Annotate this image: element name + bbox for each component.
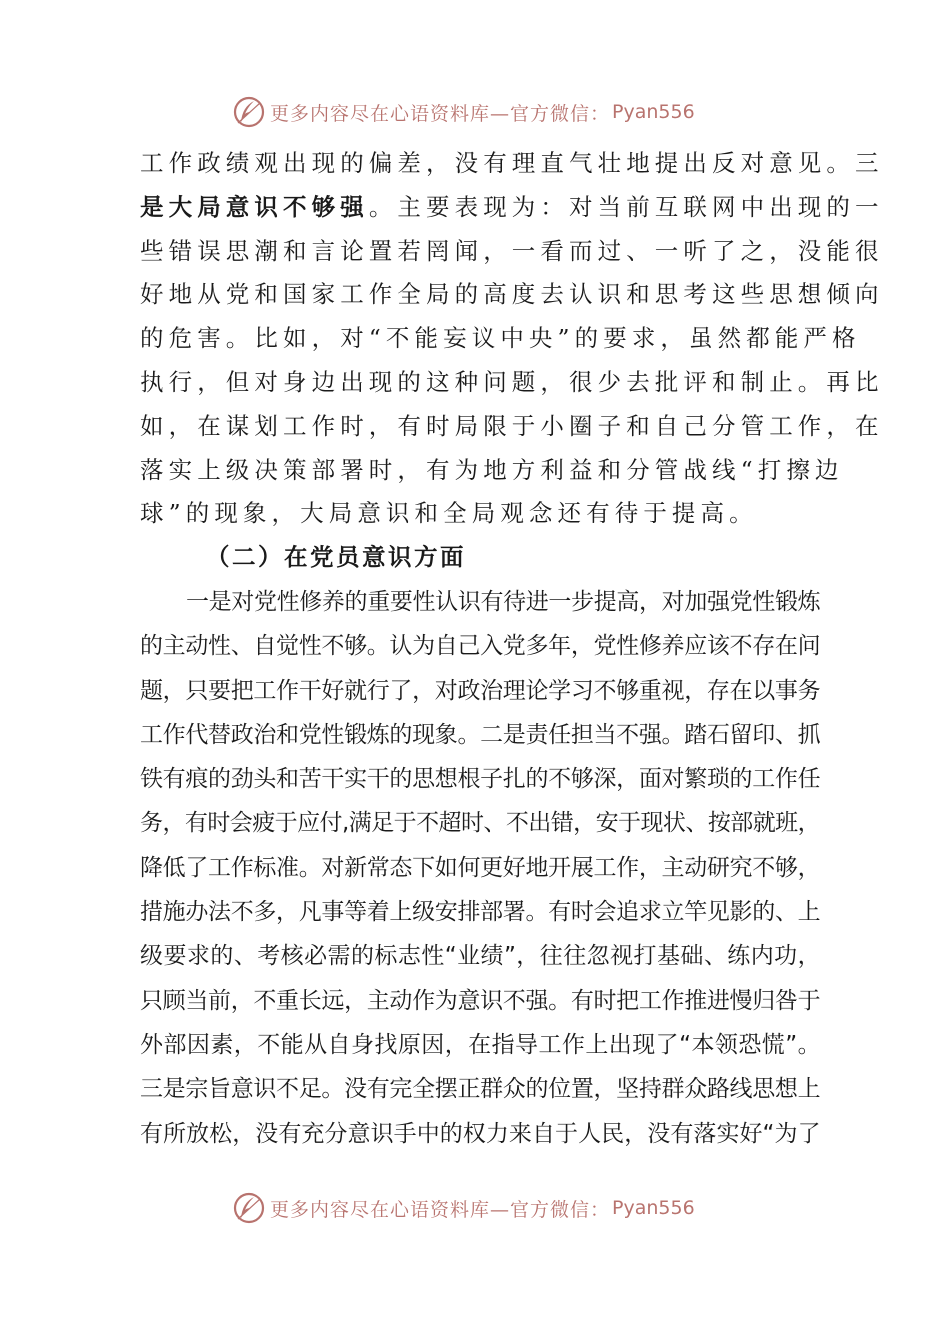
bold-key-phrase: 是大局意识不够强 xyxy=(140,192,369,221)
section-heading: （二）在党员意识方面 xyxy=(206,543,466,572)
wechat-id: Pyan556 xyxy=(612,101,695,123)
paragraph-line: 一是对党性修养的重要性认识有待进一步提高，对加强党性锻炼 xyxy=(186,588,820,615)
paragraph-line: 的主动性、自觉性不够。认为自己入党多年，党性修养应该不存在问 xyxy=(140,633,820,660)
paragraph-line: 降低了工作标准。对新常态下如何更好地开展工作，主动研究不够， xyxy=(140,854,820,881)
wechat-id: Pyan556 xyxy=(612,1197,695,1219)
paragraph-line: 些错误思潮和言论置若罔闻，一看而过、一听了之，没能很 xyxy=(140,236,884,265)
footer-watermark-banner xyxy=(232,1190,695,1226)
paragraph-line: 执行，但对身边出现的这种问题，很少去批评和制止。再比 xyxy=(140,367,884,396)
quill-pen-logo-icon xyxy=(232,95,266,129)
paragraph-line: 工作代替政治和党性锻炼的现象。二是责任担当不强。踏石留印、抓 xyxy=(140,721,820,748)
paragraph-line: 球”的现象，大局意识和全局观念还有待于提高。 xyxy=(140,499,758,528)
paragraph-line xyxy=(140,186,884,230)
paragraph-line: 级要求的、考核必需的标志性“业绩”，往往忽视打基础、练内功， xyxy=(140,943,820,970)
banner-text: 更多内容尽在心语资料库—官方微信： xyxy=(270,1198,611,1221)
paragraph-line: 只顾当前，不重长远，主动作为意识不强。有时把工作推进慢归咎于 xyxy=(140,987,820,1014)
paragraph-line: 题，只要把工作干好就行了，对政治理论学习不够重视，存在以事务 xyxy=(140,677,820,704)
line-text: 。主要表现为：对当前互联网中出现的一 xyxy=(368,192,884,221)
paragraph-line: 的危害。比如，对“不能妄议中央”的要求，虽然都能严格 xyxy=(140,324,861,353)
paragraph-line: 如，在谋划工作时，有时局限于小圈子和自己分管工作，在 xyxy=(140,411,884,440)
paragraph-line: 好地从党和国家工作全局的高度去认识和思考这些思想倾向 xyxy=(140,280,884,309)
banner-text: 更多内容尽在心语资料库—官方微信： xyxy=(270,102,611,125)
paragraph-line: 有所放松，没有充分意识手中的权力来自于人民，没有落实好“为了 xyxy=(140,1120,820,1147)
document-body xyxy=(140,142,884,1156)
paragraph-line: 务，有时会疲于应付,满足于不超时、不出错，安于现状、按部就班， xyxy=(140,810,820,837)
paragraph-line: 措施办法不多，凡事等着上级安排部署。有时会追求立竿见影的、上 xyxy=(140,899,820,926)
paragraph-line: 外部因素，不能从自身找原因，在指导工作上出现了“本领恐慌”。 xyxy=(140,1031,820,1058)
header-watermark-banner xyxy=(232,94,695,130)
paragraph-line: 落实上级决策部署时，有为地方利益和分管战线“打擦边 xyxy=(140,455,844,484)
paragraph-line: 三是宗旨意识不足。没有完全摆正群众的位置，坚持群众路线思想上 xyxy=(140,1076,820,1103)
paragraph-line: 工作政绩观出现的偏差，没有理直气壮地提出反对意见。三 xyxy=(140,149,884,177)
paragraph-line: 铁有痕的劲头和苦干实干的思想根子扎的不够深，面对繁琐的工作任 xyxy=(140,766,820,793)
quill-pen-logo-icon xyxy=(232,1191,266,1225)
